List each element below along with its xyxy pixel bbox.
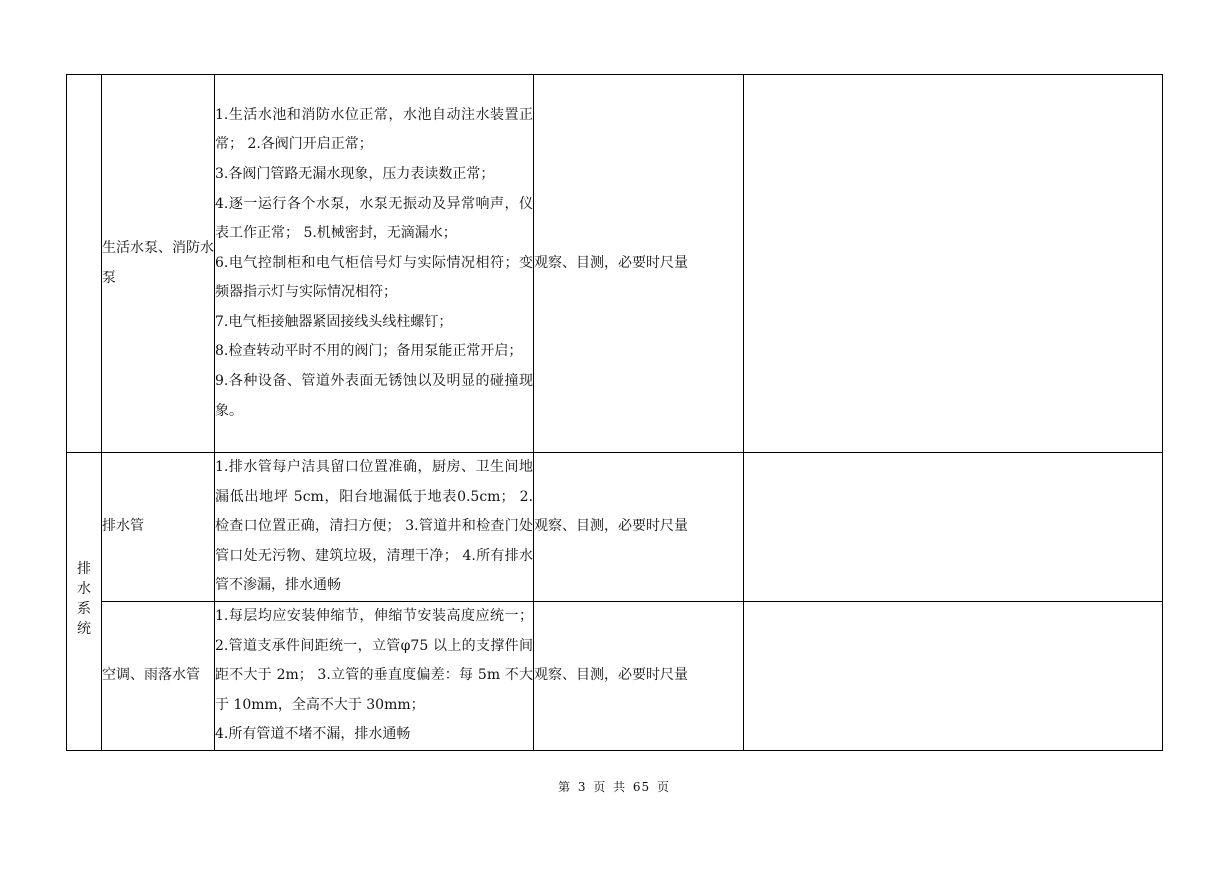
table-row-rain-pipe bbox=[67, 602, 1163, 751]
requirement-line: 3.各阀门管路无漏水现象，压力表读数正常； bbox=[215, 165, 495, 182]
inspection-method-cell: 观察、目测，必要时尺量 bbox=[534, 75, 744, 453]
item-name-cell: 排水管 bbox=[102, 453, 215, 602]
system-name-vertical: 排水系统 bbox=[77, 560, 91, 637]
requirement-line: 1.生活水池和消防水位正常，水池自动注水装置正常； 2.各阀门开启正常； bbox=[215, 106, 533, 153]
requirement-line: 7.电气柜接触器紧固接线头线柱螺钉； bbox=[215, 313, 453, 330]
inspection-method-cell: 观察、目测，必要时尺量 bbox=[534, 602, 744, 751]
remark-cell bbox=[744, 75, 1163, 453]
requirements-cell bbox=[215, 453, 534, 602]
requirement-line: 4.逐一运行各个水泵，水泵无振动及异常响声，仪表工作正常； 5.机械密封，无滴漏水； bbox=[215, 195, 533, 242]
requirement-line: 6.电气控制柜和电气柜信号灯与实际情况相符；变频器指示灯与实际情况相符； bbox=[215, 254, 533, 301]
requirement-line: 1.排水管每户洁具留口位置准确，厨房、卫生间地漏低出地坪 5cm，阳台地漏低于地表0.5cm； 2.检查口位置正确，清扫方便； 3.管道井和检查门处管口处无污物、建筑垃圾，清理干净； 4.所有排水管不渗漏，排水通畅 bbox=[215, 459, 533, 594]
inspection-method-cell: 观察、目测，必要时尺量 bbox=[534, 453, 744, 602]
system-name-cell bbox=[67, 453, 102, 751]
system-cell-empty bbox=[67, 75, 102, 453]
requirements-cell bbox=[215, 75, 534, 453]
item-name-cell: 生活水泵、消防水泵 bbox=[102, 75, 215, 453]
table-row-pumps bbox=[67, 75, 1163, 453]
item-name-cell: 空调、雨落水管 bbox=[102, 602, 215, 751]
requirements-cell bbox=[215, 602, 534, 751]
requirement-line: 9.各种设备、管道外表面无锈蚀以及明显的碰撞现象。 bbox=[215, 373, 533, 419]
requirement-line: 4.所有管道不堵不漏，排水通畅 bbox=[215, 726, 411, 743]
requirement-line: 8.检查转动平时不用的阀门；备用泵能正常开启； bbox=[215, 343, 523, 360]
table-row-drain-pipe bbox=[67, 453, 1163, 602]
remark-cell bbox=[744, 453, 1163, 602]
inspection-table bbox=[66, 74, 1163, 751]
page-number: 第 3 页 共 65 页 bbox=[558, 780, 670, 794]
requirement-line: 1.每层均应安装伸缩节，伸缩节安装高度应统一； 2.管道支承件间距统一，立管φ75 以上的支撑件间距不大于 2m； 3.立管的垂直度偏差：每 5m 不大于 10mm，全高不大于 30mm； bbox=[215, 608, 533, 713]
remark-cell bbox=[744, 602, 1163, 751]
